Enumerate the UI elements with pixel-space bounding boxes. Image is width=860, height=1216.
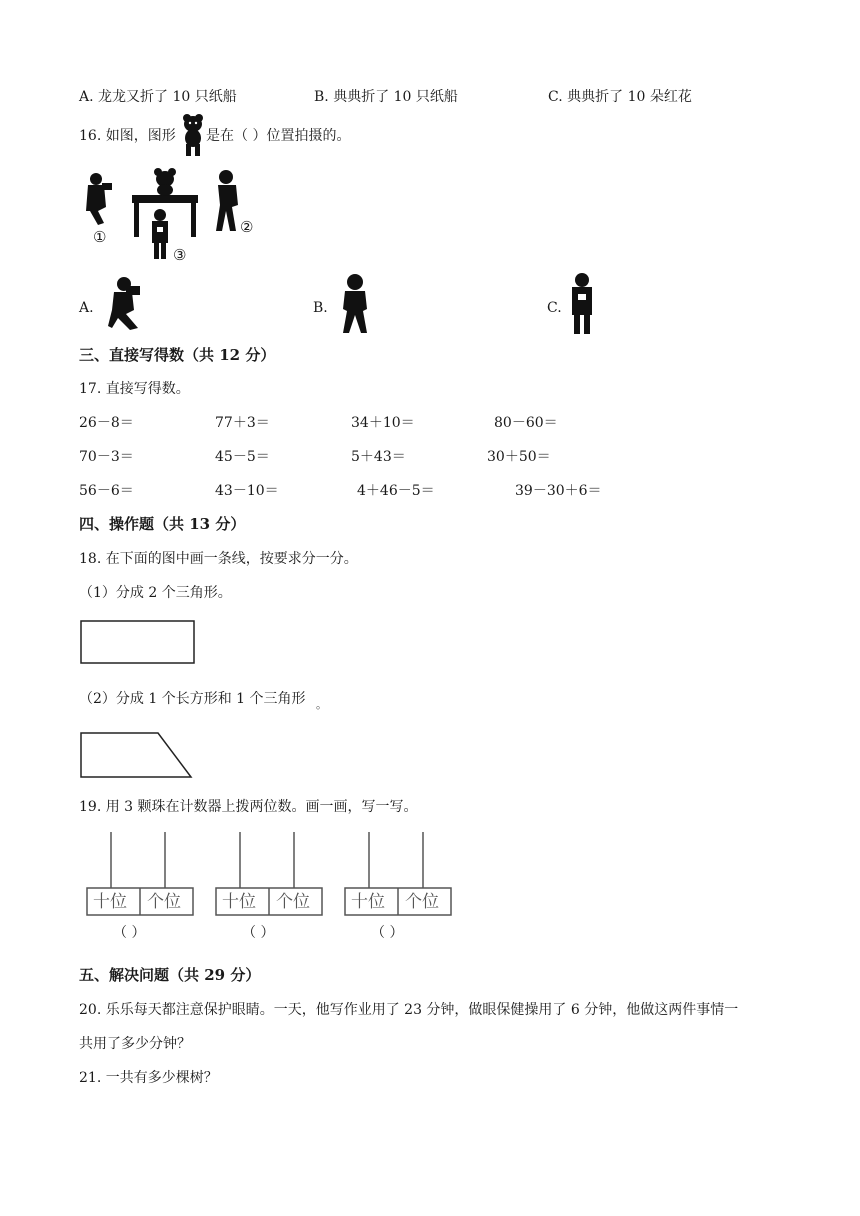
ones-label: 个位 <box>147 892 181 912</box>
q16-option-a-label: A. <box>79 300 94 316</box>
ones-label: 个位 <box>276 892 310 912</box>
q16-prompt-suffix: 是在（ ）位置拍摄的。 <box>206 128 351 144</box>
q18-part2-period: 。 <box>316 698 327 711</box>
q18-prompt: 18. 在下面的图中画一条线，按要求分一分。 <box>79 551 358 567</box>
front-photographer-figure <box>152 209 168 259</box>
kneeling-photographer-figure <box>86 173 112 225</box>
counter-3-answer-blank[interactable]: （ ） <box>371 925 404 941</box>
position-2-label: ② <box>240 218 254 236</box>
tens-label: 十位 <box>351 892 385 912</box>
section-3-heading: 三、直接写得数（共 12 分） <box>79 346 276 364</box>
abacus-counter-1[interactable] <box>86 832 194 916</box>
counter-2-answer-blank[interactable]: （ ） <box>242 925 275 941</box>
q19-prompt: 19. 用 3 颗珠在计数器上拨两位数。画一画，写一写。 <box>79 799 418 815</box>
q17-prompt: 17. 直接写得数。 <box>79 381 190 397</box>
position-1-label: ① <box>93 228 107 246</box>
tens-label: 十位 <box>222 892 256 912</box>
kneeling-photographer-icon <box>104 276 148 332</box>
calc-r3-c2: 43－10＝ <box>215 483 279 499</box>
section-5-heading: 五、解决问题（共 29 分） <box>79 966 261 984</box>
calc-r1-c1: 26－8＝ <box>79 415 134 431</box>
calc-r2-c2: 45－5＝ <box>215 449 270 465</box>
ones-label: 个位 <box>405 892 439 912</box>
calc-r3-c3: 4＋46－5＝ <box>357 483 435 499</box>
q16-option-b-label: B. <box>313 300 328 316</box>
rectangle-shape[interactable] <box>80 620 196 666</box>
section-4-heading: 四、操作题（共 13 分） <box>79 515 246 533</box>
q18-part1: （1）分成 2 个三角形。 <box>79 585 232 601</box>
abacus-counter-3[interactable] <box>344 832 452 916</box>
q15-option-c: C. 典典折了 10 朵红花 <box>548 89 692 105</box>
calc-r2-c3: 5＋43＝ <box>351 449 406 465</box>
calc-r3-c4: 39－30＋6＝ <box>515 483 602 499</box>
standing-photographer-figure <box>216 170 238 231</box>
q15-option-b: B. 典典折了 10 只纸船 <box>314 89 458 105</box>
bear-toy-icon <box>180 112 206 158</box>
q15-option-a: A. 龙龙又折了 10 只纸船 <box>79 89 237 105</box>
q20-line-1: 20. 乐乐每天都注意保护眼睛。一天，他写作业用了 23 分钟，做眼保健操用了 6 分钟，他做这两件事情一 <box>79 1002 739 1018</box>
counter-1-answer-blank[interactable]: （ ） <box>113 925 146 941</box>
q18-part2: （2）分成 1 个长方形和 1 个三角形 <box>79 691 306 707</box>
calc-r1-c3: 34＋10＝ <box>351 415 415 431</box>
trapezoid-shape[interactable] <box>80 732 194 780</box>
q20-line-2: 共用了多少分钟？ <box>79 1036 191 1052</box>
abacus-counter-2[interactable] <box>215 832 323 916</box>
q16-prompt-prefix: 16. 如图，图形 <box>79 128 176 144</box>
position-3-label: ③ <box>173 246 187 264</box>
calc-r1-c2: 77＋3＝ <box>215 415 270 431</box>
calc-r2-c4: 30＋50＝ <box>487 449 551 465</box>
front-photographer-icon <box>568 272 596 336</box>
calc-r3-c1: 56－6＝ <box>79 483 134 499</box>
q16-option-c-label: C. <box>547 300 562 316</box>
tens-label: 十位 <box>93 892 127 912</box>
calc-r2-c1: 70－3＝ <box>79 449 134 465</box>
q21-prompt: 21. 一共有多少棵树？ <box>79 1070 218 1086</box>
calc-r1-c4: 80－60＝ <box>494 415 558 431</box>
standing-photographer-icon <box>335 273 375 335</box>
